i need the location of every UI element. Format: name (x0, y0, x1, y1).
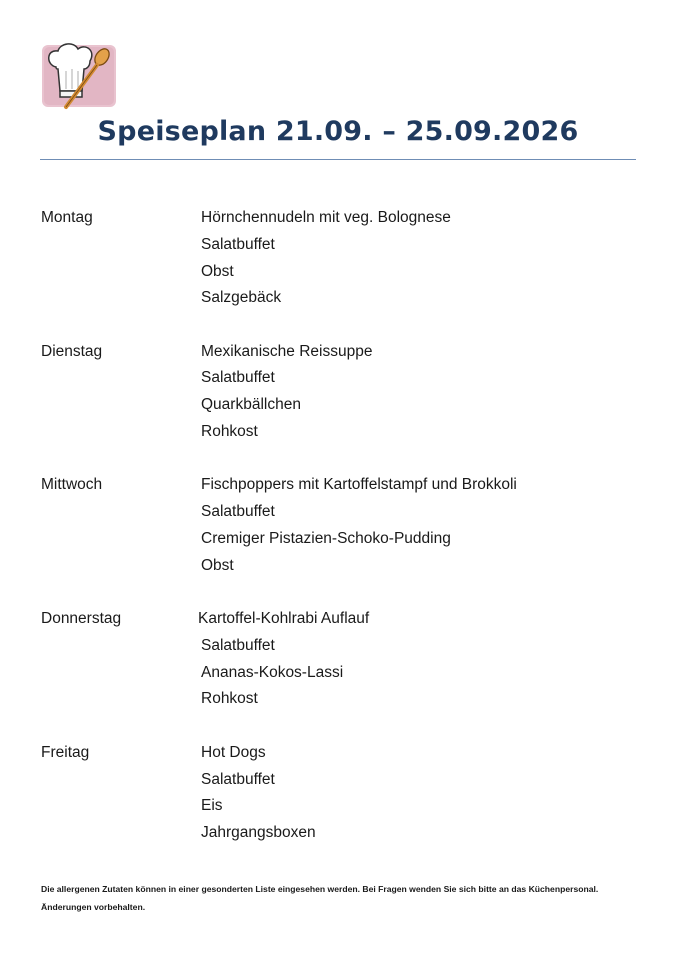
day-name: Donnerstag (41, 610, 122, 628)
changes-note: Änderungen vorbehalten. (41, 902, 146, 912)
dish: Obst (201, 262, 234, 280)
page-title: Speiseplan 21.09. – 25.09.2026 (97, 116, 579, 147)
chef-hat-spoon-icon (40, 41, 122, 113)
dish: Ananas-Kokos-Lassi (201, 663, 344, 681)
dish: Jahrgangsboxen (201, 824, 316, 842)
dish: Salatbuffet (201, 369, 275, 387)
day-name: Freitag (41, 743, 90, 761)
day-tuesday (41, 339, 641, 446)
dish: Fischpoppers mit Kartoffelstampf und Brokkoli (201, 476, 517, 494)
dish: Cremiger Pistazien-Schoko-Pudding (201, 529, 451, 547)
day-name: Mittwoch (41, 476, 103, 494)
dish-list (201, 740, 316, 847)
dish-list (201, 205, 451, 312)
day-name: Dienstag (41, 342, 103, 360)
dish: Rohkost (201, 423, 258, 441)
day-monday (41, 205, 641, 312)
day-name: Montag (41, 209, 93, 226)
day-friday (41, 740, 641, 847)
day-wednesday (41, 472, 641, 579)
dish: Eis (201, 797, 223, 815)
dish: Rohkost (201, 690, 258, 708)
dish: Quarkbällchen (201, 396, 301, 414)
dish: Salatbuffet (201, 636, 275, 654)
title-divider (40, 159, 636, 160)
dish-list (198, 606, 370, 713)
footer-note (41, 880, 641, 916)
day-thursday (41, 606, 641, 713)
dish: Salatbuffet (201, 503, 275, 521)
dish-list (201, 472, 517, 579)
dish-list (201, 339, 372, 446)
weekly-menu (41, 205, 641, 873)
dish: Salatbuffet (201, 235, 275, 253)
dish: Hörnchennudeln mit veg. Bolognese (201, 209, 451, 226)
dish: Obst (201, 556, 234, 574)
dish: Hot Dogs (201, 743, 266, 761)
dish: Salatbuffet (201, 770, 275, 788)
dish: Salzgebäck (201, 289, 282, 307)
allergen-note: Die allergenen Zutaten können in einer gesonderten Liste eingesehen werden. Bei Fragen wenden Sie sich bitte an das Küchenpersonal. (41, 884, 599, 894)
dish: Mexikanische Reissuppe (201, 342, 373, 360)
dish: Kartoffel-Kohlrabi Auflauf (198, 610, 370, 628)
